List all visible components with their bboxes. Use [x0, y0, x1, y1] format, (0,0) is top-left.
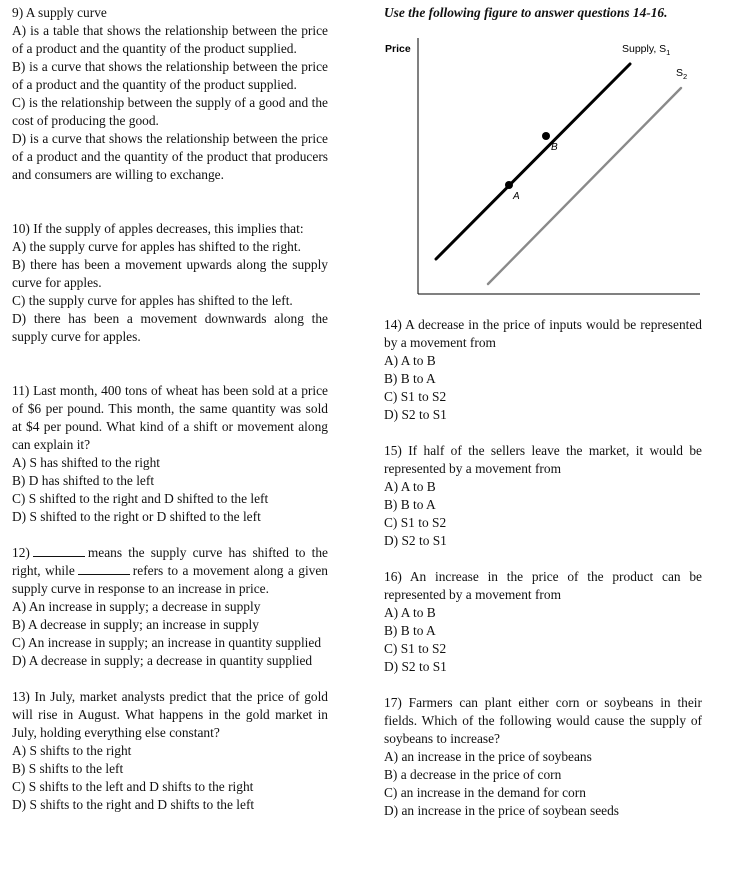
- option-a: A) A to B: [384, 479, 436, 494]
- option-c: C) an increase in the demand for corn: [384, 785, 586, 800]
- option-a: A) An increase in supply; a decrease in supply: [12, 599, 261, 614]
- question-stem: 17) Farmers can plant either corn or soybeans in their fields. Which of the following would cause the supply of soybeans to increase?: [384, 695, 702, 746]
- stem-part-3: refers to a movement along a given supply curve in response to an increase in price.: [12, 563, 328, 596]
- option-a: A) the supply curve for apples has shifted to the right.: [12, 239, 301, 254]
- question-stem: 14) A decrease in the price of inputs would be represented by a movement from: [384, 317, 702, 350]
- question-16: [384, 568, 702, 676]
- option-c: C) S1 to S2: [384, 515, 447, 530]
- supply-figure: [384, 20, 702, 310]
- option-b: B) B to A: [384, 371, 436, 386]
- option-b: B) S shifts to the left: [12, 761, 124, 776]
- option-b: B) B to A: [384, 497, 436, 512]
- x-axis-label: [628, 309, 671, 310]
- curve-s1-subscript: 1: [666, 48, 671, 57]
- right-column: [384, 4, 702, 820]
- question-stem: 13) In July, market analysts predict that the price of gold will rise in August. What happens in the gold market in July, holding everything else constant?: [12, 689, 328, 740]
- question-9: [12, 4, 328, 184]
- supply-diagram: [384, 20, 702, 310]
- option-b: B) B to A: [384, 623, 436, 638]
- origin-label: [406, 309, 412, 310]
- option-c: C) S1 to S2: [384, 389, 447, 404]
- supply-curve-s1: [436, 64, 630, 259]
- answer-blank: [78, 563, 130, 575]
- curve-s2-label: [676, 67, 687, 81]
- question-stem: 11) Last month, 400 tons of wheat has been sold at a price of $6 per pound. This month, the same quantity was sold at $4 per pound. What kind of a shift or movement along can explain it?: [12, 383, 328, 452]
- point-a-marker: [505, 181, 513, 189]
- option-c: C) S shifted to the right and D shifted to the left: [12, 491, 269, 506]
- option-b: B) is a curve that shows the relationship between the price of a product and the quantity of the product supplied.: [12, 59, 328, 92]
- option-d: D) an increase in the price of soybean seeds: [384, 803, 619, 818]
- option-d: D) A decrease in supply; a decrease in quantity supplied: [12, 653, 313, 668]
- option-a: A) is a table that shows the relationship between the price of a product and the quantity of the product supplied.: [12, 23, 328, 56]
- point-b-marker: [542, 132, 550, 140]
- option-b: B) there has been a movement upwards along the supply curve for apples.: [12, 257, 328, 290]
- question-14: [384, 316, 702, 424]
- question-15: [384, 442, 702, 550]
- option-d: D) S shifted to the right or D shifted to the left: [12, 509, 261, 524]
- point-b-label: B: [551, 142, 558, 153]
- option-a: A) A to B: [384, 605, 436, 620]
- option-c: C) is the relationship between the supply of a good and the cost of producing the good.: [12, 95, 328, 128]
- left-column: [12, 4, 328, 814]
- option-d: D) S2 to S1: [384, 659, 447, 674]
- option-c: C) S shifts to the left and D shifts to the right: [12, 779, 254, 794]
- option-d: D) there has been a movement downwards along the supply curve for apples.: [12, 311, 328, 344]
- option-d: D) is a curve that shows the relationship between the price of a product and the quantity of the product that producers and consumers are willing to exchange.: [12, 131, 328, 182]
- curve-s2-subscript: 2: [683, 72, 688, 81]
- question-13: [12, 688, 328, 814]
- question-12: [12, 544, 328, 670]
- option-c: C) An increase in supply; an increase in quantity supplied: [12, 635, 322, 650]
- question-stem: 16) An increase in the price of the product can be represented by a movement from: [384, 569, 702, 602]
- option-a: A) S has shifted to the right: [12, 455, 161, 470]
- figure-heading: Use the following figure to answer questions 14-16.: [384, 5, 668, 20]
- option-c: C) S1 to S2: [384, 641, 447, 656]
- option-b: B) D has shifted to the left: [12, 473, 155, 488]
- option-c: C) the supply curve for apples has shifted to the left.: [12, 293, 293, 308]
- stem-part-1: 12): [12, 545, 30, 560]
- question-stem: [12, 544, 328, 598]
- option-b: B) a decrease in the price of corn: [384, 767, 562, 782]
- option-d: D) S shifts to the right and D shifts to the left: [12, 797, 255, 812]
- option-a: A) S shifts to the right: [12, 743, 132, 758]
- question-stem: 10) If the supply of apples decreases, this implies that:: [12, 221, 304, 236]
- question-17: [384, 694, 702, 820]
- curve-s1-label: [622, 43, 670, 57]
- question-10: [12, 220, 328, 346]
- option-a: A) A to B: [384, 353, 436, 368]
- stem-part-2: means the supply curve has shifted to the right, while: [12, 545, 328, 578]
- option-d: D) S2 to S1: [384, 407, 447, 422]
- option-d: D) S2 to S1: [384, 533, 447, 548]
- question-11: [12, 382, 328, 526]
- answer-blank: [33, 545, 85, 557]
- curve-s2-label-text: S: [676, 67, 684, 79]
- option-a: A) an increase in the price of soybeans: [384, 749, 592, 764]
- option-b: B) A decrease in supply; an increase in supply: [12, 617, 259, 632]
- supply-curve-s2: [488, 88, 681, 284]
- point-a-label: A: [513, 191, 520, 202]
- question-stem: 15) If half of the sellers leave the market, it would be represented by a movement from: [384, 443, 702, 476]
- curve-s1-label-text: Supply, S: [622, 43, 667, 55]
- question-stem: 9) A supply curve: [12, 5, 107, 20]
- y-axis-label: Price: [385, 43, 411, 55]
